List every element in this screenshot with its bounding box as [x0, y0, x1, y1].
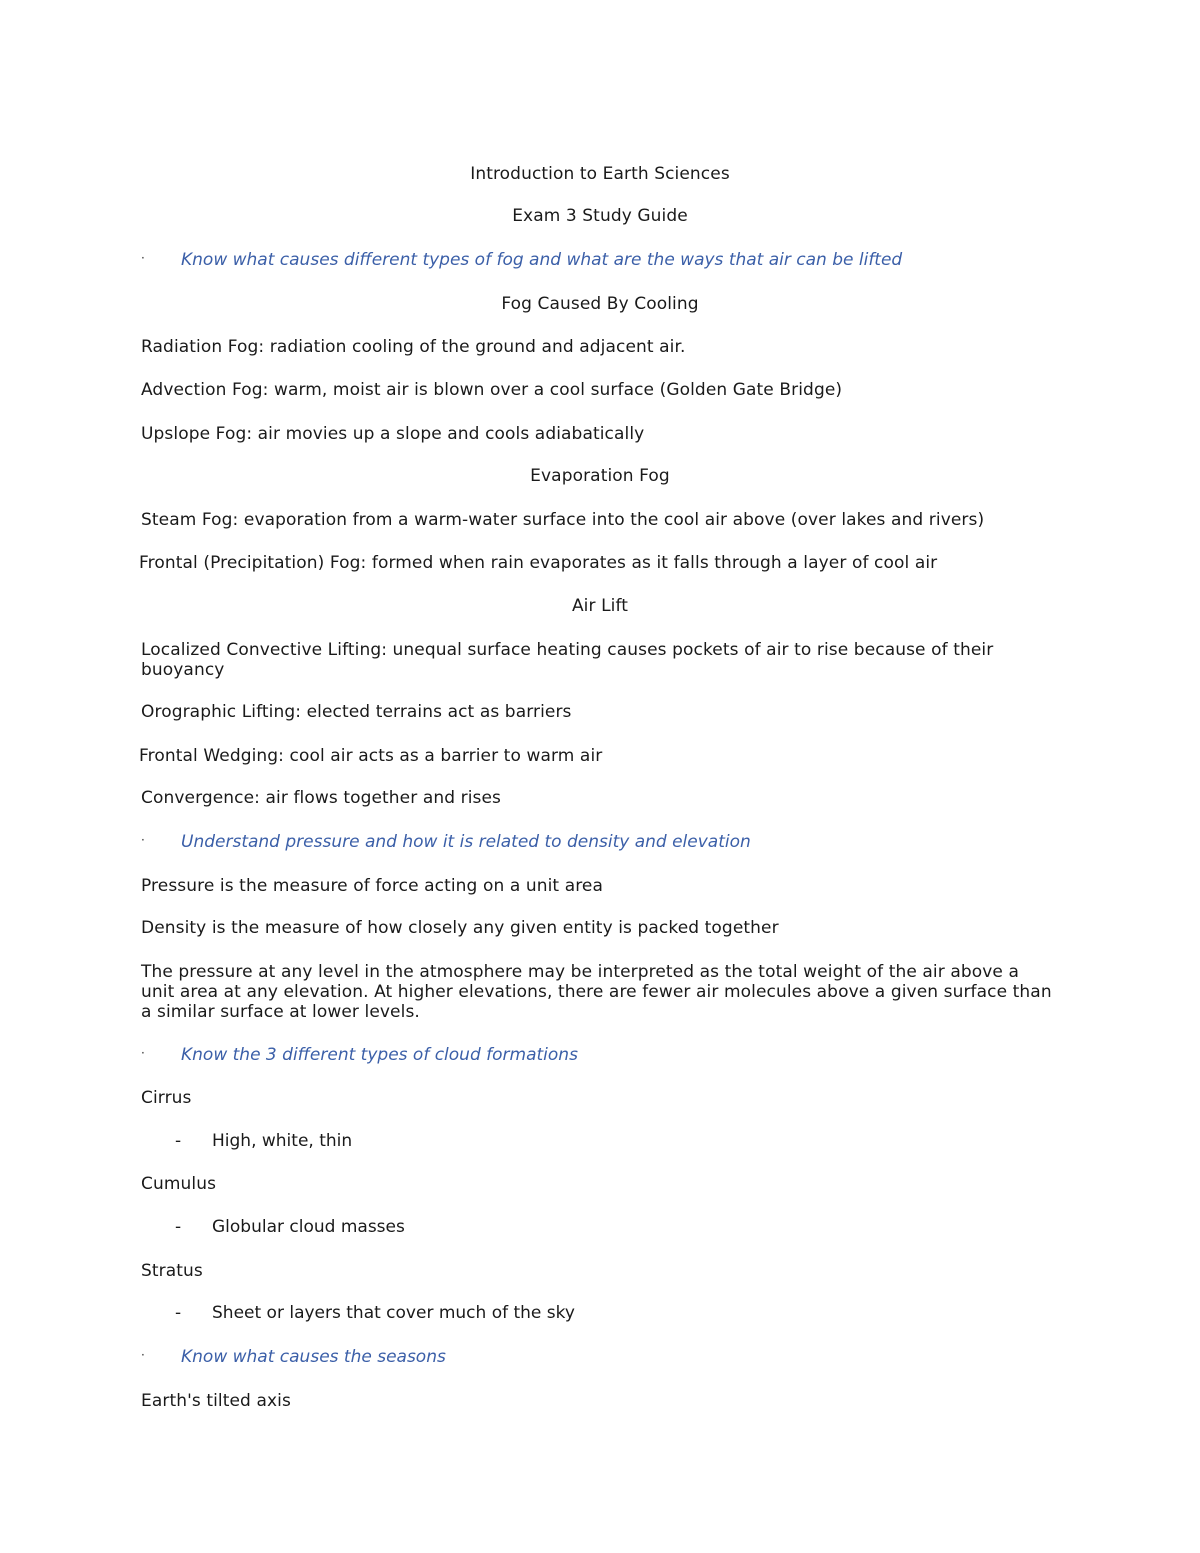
- heading-evaporation-fog: Evaporation Fog: [530, 466, 670, 486]
- cloud-type-cumulus: Cumulus: [141, 1174, 217, 1194]
- paragraph-frontal-fog: Frontal (Precipitation) Fog: formed when rain evaporates as it falls through a layer of cool air: [139, 553, 938, 573]
- paragraph-steam-fog: Steam Fog: evaporation from a warm-water surface into the cool air above (over lakes and rivers): [141, 510, 985, 530]
- cloud-type-stratus: Stratus: [141, 1261, 203, 1281]
- paragraph-pressure-definition: Pressure is the measure of force acting on a unit area: [141, 876, 604, 896]
- paragraph-frontal-wedging: Frontal Wedging: cool air acts as a barrier to warm air: [139, 746, 603, 766]
- bullet-marker: ·: [141, 1046, 145, 1060]
- cirrus-description: High, white, thin: [212, 1131, 353, 1151]
- document-title: Introduction to Earth Sciences: [470, 164, 730, 184]
- prompt-text: Know what causes different types of fog and what are the ways that air can be lifted: [181, 250, 903, 270]
- bullet-marker: ·: [141, 1348, 145, 1362]
- paragraph-convective-lifting: Localized Convective Lifting: unequal surface heating causes pockets of air to rise because of their buoyancy: [141, 640, 994, 680]
- bullet-marker: ·: [141, 251, 145, 265]
- document-subtitle: Exam 3 Study Guide: [512, 206, 688, 226]
- paragraph-orographic-lifting: Orographic Lifting: elected terrains act as barriers: [141, 702, 572, 722]
- prompt-text: Understand pressure and how it is related to density and elevation: [181, 832, 751, 852]
- paragraph-seasons-answer: Earth's tilted axis: [141, 1391, 291, 1411]
- heading-fog-cooling: Fog Caused By Cooling: [501, 294, 699, 314]
- paragraph-convergence: Convergence: air flows together and rises: [141, 788, 502, 808]
- stratus-description: Sheet or layers that cover much of the sky: [212, 1303, 575, 1323]
- dash-marker: -: [175, 1303, 182, 1323]
- prompt-text: Know what causes the seasons: [181, 1347, 446, 1367]
- paragraph-pressure-explanation: The pressure at any level in the atmosphere may be interpreted as the total weight of the air above a unit area at any elevation. At higher elevations, there are fewer air molecules above a given surface than a similar surface at lower levels.: [141, 962, 1052, 1022]
- dash-marker: -: [175, 1131, 182, 1151]
- dash-marker: -: [175, 1217, 182, 1237]
- heading-air-lift: Air Lift: [571, 596, 629, 616]
- cumulus-description: Globular cloud masses: [212, 1217, 405, 1237]
- paragraph-upslope-fog: Upslope Fog: air movies up a slope and cools adiabatically: [141, 424, 645, 444]
- prompt-text: Know the 3 different types of cloud formations: [181, 1045, 578, 1065]
- paragraph-density-definition: Density is the measure of how closely any given entity is packed together: [141, 918, 779, 938]
- bullet-marker: ·: [141, 833, 145, 847]
- paragraph-radiation-fog: Radiation Fog: radiation cooling of the ground and adjacent air.: [141, 337, 686, 357]
- cloud-type-cirrus: Cirrus: [141, 1088, 192, 1108]
- paragraph-advection-fog: Advection Fog: warm, moist air is blown over a cool surface (Golden Gate Bridge): [141, 380, 843, 400]
